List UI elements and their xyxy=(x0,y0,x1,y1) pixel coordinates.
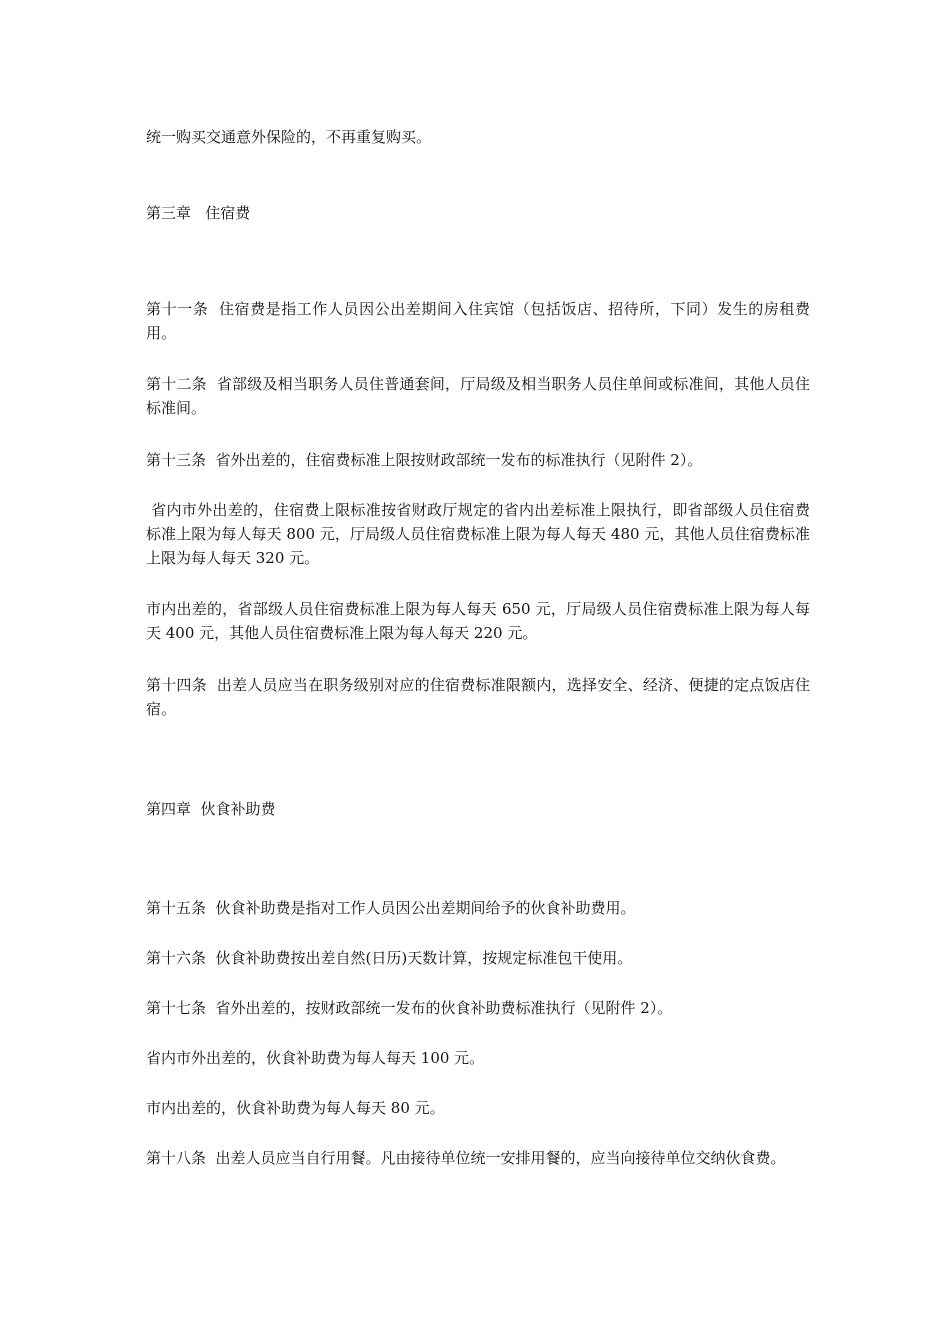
article-13: 第十三条 省外出差的，住宿费标准上限按财政部统一发布的标准执行（见附件 2）。 xyxy=(146,451,703,469)
article-17: 第十七条 省外出差的，按财政部统一发布的伙食补助费标准执行（见附件 2）。 xyxy=(146,999,673,1017)
article-15: 第十五条 伙食补助费是指对工作人员因公出差期间给予的伙食补助费用。 xyxy=(146,899,636,917)
article-12: 第十二条 省部级及相当职务人员住普通套间，厅局级及相当职务人员住单间或标准间，其他人员住标准间。 xyxy=(146,375,810,417)
article-17-province-rule: 省内市外出差的，伙食补助费为每人每天 100 元。 xyxy=(146,1049,485,1067)
article-18: 第十八条 出差人员应当自行用餐。凡由接待单位统一安排用餐的，应当向接待单位交纳伙食费。 xyxy=(146,1149,786,1167)
chapter-3-heading: 第三章 住宿费 xyxy=(146,204,251,222)
article-11: 第十一条 住宿费是指工作人员因公出差期间入住宾馆（包括饭店、招待所，下同）发生的房租费用。 xyxy=(146,300,810,342)
article-14: 第十四条 出差人员应当在职务级别对应的住宿费标准限额内，选择安全、经济、便捷的定点饭店住宿。 xyxy=(146,676,810,718)
article-17-city-rule: 市内出差的，伙食补助费为每人每天 80 元。 xyxy=(146,1099,445,1117)
chapter-4-heading: 第四章 伙食补助费 xyxy=(146,800,276,818)
article-13-city-rule: 市内出差的，省部级人员住宿费标准上限为每人每天 650 元，厅局级人员住宿费标准上限为每人每天 400 元，其他人员住宿费标准上限为每人每天 220 元。 xyxy=(146,600,810,642)
article-13-province-rule: 省内市外出差的，住宿费上限标准按省财政厅规定的省内出差标准上限执行，即省部级人员住宿费标准上限为每人每天 800 元，厅局级人员住宿费标准上限为每人每天 480 元，其他人员住宿费标准上限为每人每天 320 元。 xyxy=(146,501,810,567)
article-16: 第十六条 伙食补助费按出差自然(日历)天数计算，按规定标准包干使用。 xyxy=(146,949,633,967)
paragraph-insurance: 统一购买交通意外保险的，不再重复购买。 xyxy=(146,128,432,146)
